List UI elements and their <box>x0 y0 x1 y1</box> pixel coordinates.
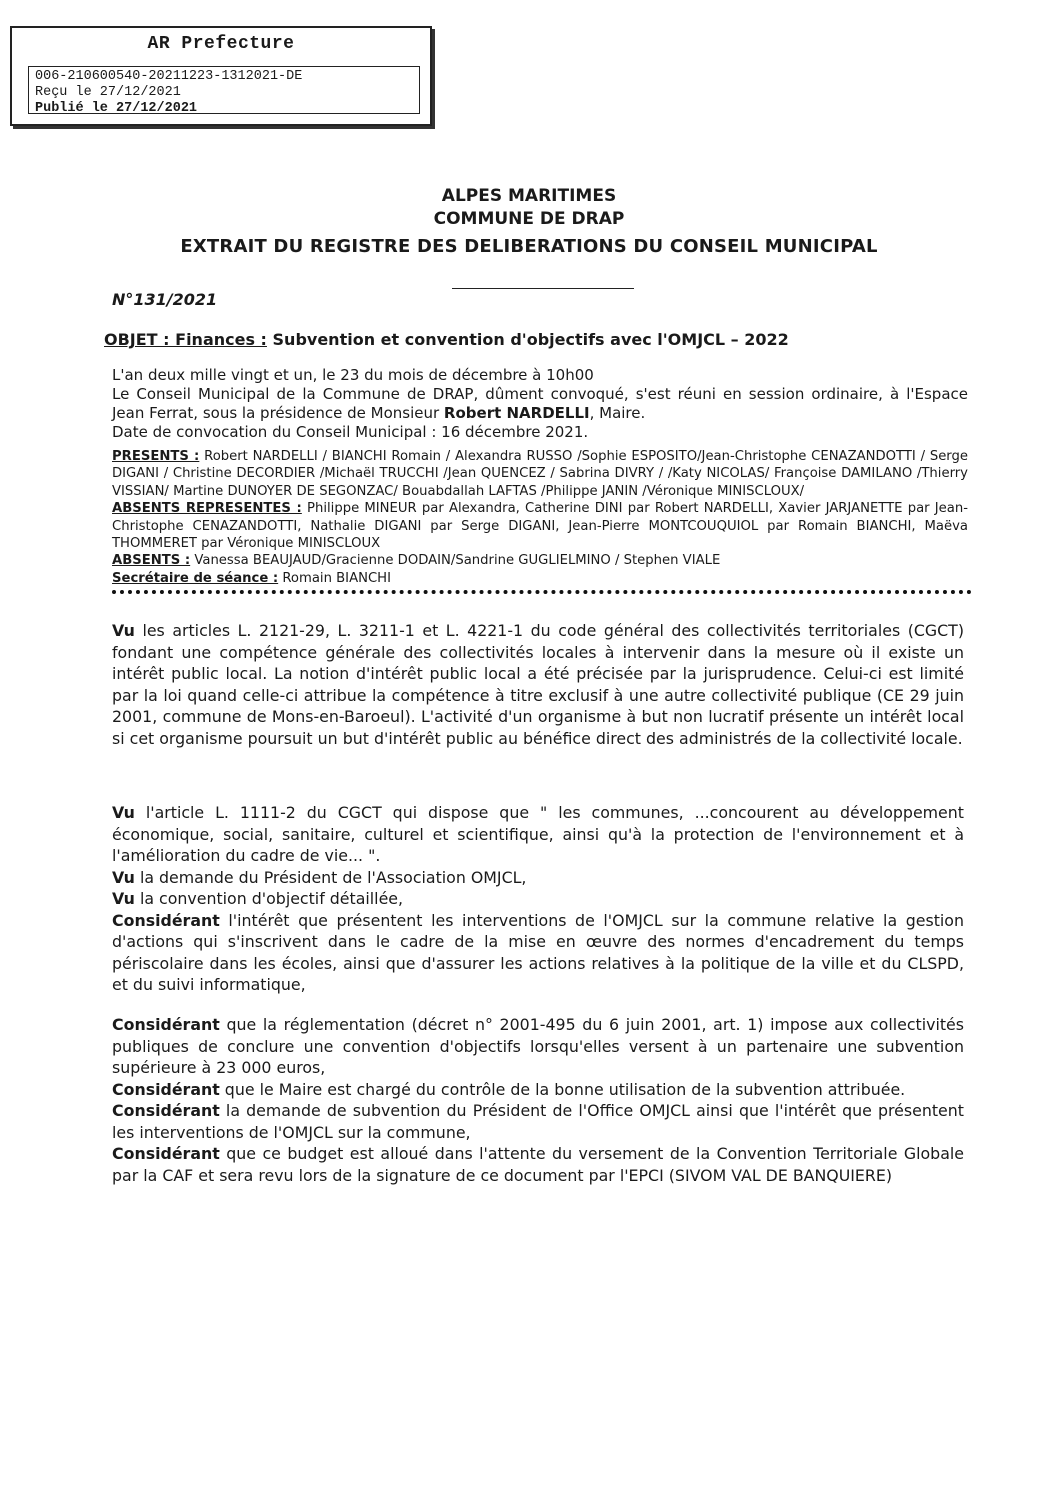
paragraph-text: que ce budget est alloué dans l'attente du versement de la Convention Territoriale Globale par la CAF et sera revu lors de la signature de ce document par l'EPCI (SIVOM VAL DE BANQUIERE) <box>112 1144 964 1185</box>
paragraph-4 <box>112 888 964 910</box>
objet-label: OBJET : Finances : <box>104 330 267 349</box>
stamp-received: Reçu le 27/12/2021 <box>35 85 181 100</box>
objet-text: Subvention et convention d'objectifs avec l'OMJCL – 2022 <box>266 330 789 349</box>
keyword: Considérant <box>112 1015 220 1034</box>
paragraph-6 <box>112 1014 964 1079</box>
session-intro <box>112 366 968 442</box>
prefecture-stamp <box>10 26 432 126</box>
presents-list: Robert NARDELLI / BIANCHI Romain / Alexandra RUSSO /Sophie ESPOSITO/Jean-Christophe CENAZANDOTTI / Serge DIGANI / Christine DECORDIER /Michaël TRUCCHI /Jean QUENCEZ / Sabrina DIVRY / /Katy NICOLAS/ Françoise DAMILANO /Thierry VISSIAN/ Martine DUNOYER DE SEGONZAC/ Bouabdallah LAFTAS /Philippe JANIN /Véronique MINISCLOUX/ <box>112 449 968 499</box>
paragraph-7 <box>112 1079 964 1101</box>
header-commune: COMMUNE DE DRAP <box>433 209 625 229</box>
absents-label: ABSENTS : <box>112 553 191 569</box>
body-block-2 <box>112 802 964 996</box>
keyword: Considérant <box>112 1079 220 1099</box>
keyword: Considérant <box>112 1101 220 1120</box>
paragraph-3 <box>112 867 964 889</box>
secretary-name: Romain BIANCHI <box>278 570 391 586</box>
paragraph-text: la demande de subvention du Président de l'Office OMJCL ainsi que l'intérêt que présentent les interventions de l'OMJCL sur la commune, <box>112 1101 964 1142</box>
convocation-date: Date de convocation du Conseil Municipal : 16 décembre 2021. <box>112 423 589 441</box>
stamp-reference: 006-210600540-20211223-1312021-DE <box>35 69 303 84</box>
keyword: Vu <box>112 803 135 822</box>
paragraph-text: que le Maire est chargé du contrôle de la bonne utilisation de la subvention attribuée. <box>219 1079 906 1099</box>
secretary-label: Secrétaire de séance : <box>112 570 279 586</box>
session-text-end: , Maire. <box>589 404 646 422</box>
session-date: L'an deux mille vingt et un, le 23 du mois de décembre à 10h00 <box>112 366 594 384</box>
presents-line <box>112 448 968 500</box>
paragraph-text: l'article L. 1111-2 du CGCT qui dispose que " les communes, ...concourent au développement économique, social, sanitaire, culturel et scientifique, ainsi qu'à la protection de l'environnement et à l'amélioration du cadre de vie... ". <box>112 803 964 865</box>
session-convened <box>112 385 968 423</box>
stamp-title: AR Prefecture <box>147 34 295 54</box>
represented-line <box>112 500 968 552</box>
paragraph-text: l'intérêt que présentent les interventions de l'OMJCL sur la commune relative la gestion d'actions qui s'inscrivent dans le cadre de la mise en œuvre des normes d'encadrement du temps périscolaire dans les écoles, ainsi que d'assurer les actions relatives à la politique de la ville et du CLSPD, et du suivi informatique, <box>112 910 964 994</box>
represented-list: Philippe MINEUR par Alexandra, Catherine DINI par Robert NARDELLI, Xavier JARJANETTE par Jean-Christophe CENAZANDOTTI, Nathalie DIGANI par Serge DIGANI, Jean-Pierre MONTCOUQUIOL par Romain BIANCHI, Maëva THOMMERET par Véronique MINISCLOUX <box>112 501 968 552</box>
absents-list: Vanessa BEAUJAUD/Gracienne DODAIN/Sandrine GUGLIELMINO / Stephen VIALE <box>190 553 721 569</box>
secretary-line <box>112 570 968 587</box>
paragraph-text: la convention d'objectif détaillée, <box>134 889 404 908</box>
paragraph-1 <box>112 620 964 749</box>
stamp-published: Publié le 27/12/2021 <box>35 101 198 116</box>
absents-line <box>112 552 968 569</box>
header-register: EXTRAIT DU REGISTRE DES DELIBERATIONS DU CONSEIL MUNICIPAL <box>180 236 878 257</box>
keyword: Vu <box>112 621 135 640</box>
session-text: Le Conseil Municipal de la Commune de DRAP, dûment convoqué, s'est réuni en session ordinaire, à l'Espace Jean Ferrat, sous la présidence de Monsieur <box>112 385 968 422</box>
mayor-name: Robert NARDELLI <box>443 404 590 422</box>
paragraph-2 <box>112 802 964 867</box>
objet-line <box>104 330 789 349</box>
attendance-block <box>112 448 968 587</box>
dotted-separator <box>112 590 972 600</box>
keyword: Vu <box>112 867 135 887</box>
keyword: Considérant <box>112 910 220 930</box>
deliberation-number: N°131/2021 <box>112 290 218 309</box>
presents-label: PRESENTS : <box>112 449 200 464</box>
paragraph-5 <box>112 910 964 996</box>
stamp-details <box>28 66 420 114</box>
body-block-3 <box>112 1014 964 1186</box>
paragraph-text: que la réglementation (décret n° 2001-495 du 6 juin 2001, art. 1) impose aux collectivités publiques de conclure une convention d'objectifs lorsqu'elles versent à un partenaire une subvention supérieure à 23 000 euros, <box>112 1015 964 1077</box>
paragraph-text: la demande du Président de l'Association OMJCL, <box>134 867 527 887</box>
body-block-1 <box>112 620 964 749</box>
keyword: Considérant <box>112 1144 220 1163</box>
header-divider <box>452 288 634 289</box>
paragraph-9 <box>112 1143 964 1186</box>
header-department: ALPES MARITIMES <box>441 186 617 206</box>
paragraph-text: les articles L. 2121-29, L. 3211-1 et L. 4221-1 du code général des collectivités territoriales (CGCT) fondant une compétence générale des collectivités locales à intervenir dans la mesure où il existe un intérêt public local. La notion d'intérêt public local a été précisée par la jurisprudence. Celui-ci est limité par la loi quand celle-ci attribue la compétence à titre exclusif à une autre collectivité publique (CE 29 juin 2001, commune de Mons-en-Baroeul). L'activité d'un organisme à but non lucratif présente un intérêt local si cet organisme poursuit un but d'intérêt public au bénéfice direct des administrés de la collectivité locale. <box>112 621 964 748</box>
represented-label: ABSENTS REPRESENTES : <box>112 501 302 517</box>
paragraph-8 <box>112 1100 964 1143</box>
keyword: Vu <box>112 889 135 908</box>
